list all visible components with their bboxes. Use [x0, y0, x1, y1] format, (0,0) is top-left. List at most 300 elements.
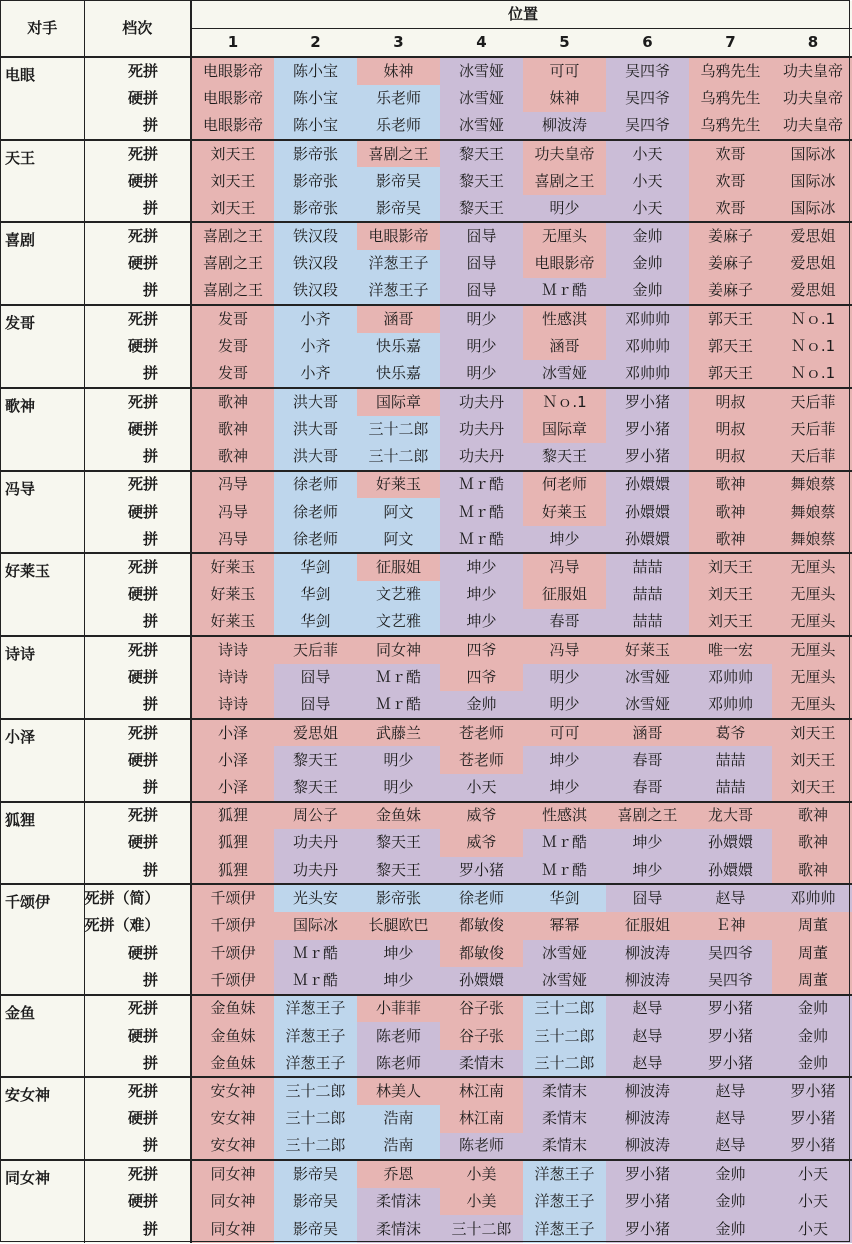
lineup-cell: 陈小宝: [274, 85, 357, 113]
table-row: [1, 85, 852, 113]
lineup-cell: 郭天王: [689, 305, 772, 333]
opponent-label: 同女神: [1, 1160, 84, 1243]
lineup-cell: 同女神: [191, 1188, 274, 1216]
lineup-cell: 冯导: [191, 471, 274, 499]
lineup-cell: 金帅: [606, 222, 689, 250]
lineup-cell: 千颂伊: [191, 940, 274, 968]
lineup-cell: 洋葱王子: [357, 278, 440, 306]
lineup-cell: 喜剧之王: [523, 167, 606, 195]
lineup-cell: 邓帅帅: [689, 691, 772, 719]
lineup-cell: 可可: [523, 57, 606, 85]
lineup-cell: Ｍｒ酷: [357, 691, 440, 719]
lineup-cell: 邓帅帅: [606, 360, 689, 388]
level-label: 拼: [84, 360, 191, 388]
table-row: [1, 443, 852, 471]
lineup-cell: 冯导: [191, 498, 274, 526]
lineup-cell: 洋葱王子: [274, 1022, 357, 1050]
table-row: [1, 526, 852, 554]
lineup-cell: Ｎｏ.1: [772, 333, 852, 361]
lineup-cell: 诗诗: [191, 664, 274, 692]
table-row: [1, 884, 852, 912]
lineup-cell: 柔情末: [440, 1050, 523, 1078]
opponent-label: 千颂伊: [1, 884, 84, 994]
lineup-cell: 影帝张: [357, 884, 440, 912]
header-position-3: 3: [357, 29, 440, 58]
lineup-cell: 金帅: [772, 1050, 852, 1078]
lineup-cell: 喜剧之王: [191, 250, 274, 278]
lineup-cell: 明少: [440, 360, 523, 388]
table-row: [1, 222, 852, 250]
table-row: [1, 829, 852, 857]
lineup-cell: 刘天王: [689, 609, 772, 637]
lineup-cell: 刘天王: [191, 195, 274, 223]
lineup-cell: 乌鸦先生: [689, 112, 772, 140]
lineup-cell: 明少: [440, 305, 523, 333]
lineup-cell: 都敏俊: [440, 940, 523, 968]
lineup-cell: 陈老师: [357, 1022, 440, 1050]
header-position-1: 1: [191, 29, 274, 58]
table-row: [1, 691, 852, 719]
level-label: 硬拼: [84, 167, 191, 195]
lineup-cell: 国际章: [523, 416, 606, 444]
lineup-cell: 洪大哥: [274, 388, 357, 416]
lineup-cell: 周董: [772, 912, 852, 940]
lineup-cell: 三十二郎: [523, 1050, 606, 1078]
lineup-cell: 洋葱王子: [274, 995, 357, 1023]
lineup-cell: 三十二郎: [357, 443, 440, 471]
table-row: [1, 250, 852, 278]
lineup-cell: 赵导: [689, 1133, 772, 1161]
lineup-cell: 罗小猪: [606, 443, 689, 471]
lineup-cell: 黎天王: [440, 167, 523, 195]
lineup-cell: 狐狸: [191, 802, 274, 830]
lineup-cell: 罗小猪: [606, 1160, 689, 1188]
lineup-cell: 柳波涛: [606, 1133, 689, 1161]
lineup-cell: Ｎｏ.1: [523, 388, 606, 416]
opponent-label: 冯导: [1, 471, 84, 554]
level-label: 拼: [84, 1050, 191, 1078]
level-label: 硬拼: [84, 829, 191, 857]
lineup-cell: 吴四爷: [689, 940, 772, 968]
lineup-cell: 三十二郎: [274, 1133, 357, 1161]
table-row: [1, 416, 852, 444]
lineup-cell: 征服姐: [523, 581, 606, 609]
lineup-cell: 金帅: [606, 278, 689, 306]
lineup-cell: 华剑: [274, 609, 357, 637]
lineup-cell: 囧导: [440, 278, 523, 306]
lineup-cell: 明叔: [689, 416, 772, 444]
lineup-cell: 冰雪娅: [440, 57, 523, 85]
opponent-label: 狐狸: [1, 802, 84, 885]
table-row: [1, 967, 852, 995]
lineup-cell: 小美: [440, 1188, 523, 1216]
lineup-cell: 林江南: [440, 1105, 523, 1133]
lineup-cell: 葛爷: [689, 719, 772, 747]
lineup-cell: 坤少: [440, 553, 523, 581]
level-label: 拼: [84, 967, 191, 995]
level-label: 拼: [84, 609, 191, 637]
lineup-cell: 安女神: [191, 1133, 274, 1161]
level-label: 硬拼: [84, 1188, 191, 1216]
lineup-cell: 爱思姐: [772, 278, 852, 306]
lineup-cell: 喜剧之王: [191, 222, 274, 250]
level-label: 硬拼: [84, 1105, 191, 1133]
table-row: [1, 1160, 852, 1188]
lineup-cell: 天后菲: [274, 636, 357, 664]
lineup-cell: 孙嬛嬛: [606, 498, 689, 526]
lineup-cell: 郭天王: [689, 333, 772, 361]
lineup-cell: 吴四爷: [689, 967, 772, 995]
lineup-cell: 罗小猪: [440, 857, 523, 885]
header-position-7: 7: [689, 29, 772, 58]
lineup-cell: 明少: [357, 746, 440, 774]
lineup-cell: 赵导: [689, 884, 772, 912]
lineup-cell: 同女神: [191, 1160, 274, 1188]
lineup-cell: 歌神: [772, 857, 852, 885]
lineup-cell: 黎天王: [440, 195, 523, 223]
lineup-cell: 赵导: [689, 1105, 772, 1133]
level-label: 死拼: [84, 57, 191, 85]
level-label: 硬拼: [84, 940, 191, 968]
lineup-cell: 孙嬛嬛: [689, 829, 772, 857]
lineup-cell: 罗小猪: [689, 1022, 772, 1050]
lineup-cell: 快乐嘉: [357, 360, 440, 388]
opponent-label: 好莱玉: [1, 553, 84, 636]
table-row: [1, 360, 852, 388]
lineup-cell: 囧导: [606, 884, 689, 912]
lineup-cell: 光头安: [274, 884, 357, 912]
lineup-cell: 铁汉段: [274, 278, 357, 306]
lineup-cell: 柳波涛: [606, 1105, 689, 1133]
lineup-cell: 长腿欧巴: [357, 912, 440, 940]
lineup-cell: 小天: [772, 1188, 852, 1216]
lineup-cell: 功夫丹: [440, 388, 523, 416]
lineup-cell: 无厘头: [772, 664, 852, 692]
lineup-cell: 无厘头: [772, 691, 852, 719]
table-row: [1, 609, 852, 637]
lineup-cell: 吴四爷: [606, 112, 689, 140]
table-row: [1, 471, 852, 499]
lineup-cell: 天后菲: [772, 416, 852, 444]
table-row: [1, 388, 852, 416]
lineup-cell: 幂幂: [523, 912, 606, 940]
table-row: [1, 857, 852, 885]
lineup-cell: 金帅: [440, 691, 523, 719]
lineup-cell: 功夫皇帝: [523, 140, 606, 168]
lineup-cell: 刘天王: [689, 581, 772, 609]
lineup-cell: 陈老师: [357, 1050, 440, 1078]
lineup-cell: 坤少: [606, 857, 689, 885]
level-label: 硬拼: [84, 664, 191, 692]
lineup-cell: 小天: [606, 195, 689, 223]
lineup-cell: Ｍｒ酷: [523, 857, 606, 885]
lineup-cell: 好莱玉: [191, 581, 274, 609]
lineup-cell: 孙嬛嬛: [440, 967, 523, 995]
lineup-cell: 武藤兰: [357, 719, 440, 747]
table-row: [1, 719, 852, 747]
lineup-cell: 歌神: [191, 443, 274, 471]
lineup-cell: 功夫皇帝: [772, 85, 852, 113]
lineup-cell: 冰雪娅: [440, 112, 523, 140]
lineup-cell: 罗小猪: [772, 1133, 852, 1161]
level-label: 死拼（难）: [84, 912, 191, 940]
lineup-cell: 柔情末: [523, 1105, 606, 1133]
opponent-label: 金鱼: [1, 995, 84, 1078]
lineup-cell: 性感淇: [523, 802, 606, 830]
lineup-cell: 影帝吴: [274, 1188, 357, 1216]
lineup-cell: 征服姐: [357, 553, 440, 581]
table-row: [1, 581, 852, 609]
header-position-5: 5: [523, 29, 606, 58]
level-label: 死拼: [84, 995, 191, 1023]
lineup-cell: Ｍｒ酷: [523, 278, 606, 306]
lineup-cell: 柔情沫: [357, 1188, 440, 1216]
opponent-label: 电眼: [1, 57, 84, 140]
lineup-cell: 威爷: [440, 802, 523, 830]
lineup-cell: 刘天王: [191, 167, 274, 195]
lineup-cell: 电眼影帝: [357, 222, 440, 250]
lineup-cell: 黎天王: [523, 443, 606, 471]
lineup-cell: 吴四爷: [606, 85, 689, 113]
lineup-cell: 黎天王: [274, 746, 357, 774]
level-label: 拼: [84, 443, 191, 471]
lineup-cell: 功夫丹: [440, 443, 523, 471]
table-row: [1, 940, 852, 968]
lineup-cell: 歌神: [772, 802, 852, 830]
level-label: 拼: [84, 278, 191, 306]
lineup-cell: 坤少: [523, 746, 606, 774]
lineup-cell: 洋葱王子: [274, 1050, 357, 1078]
lineup-cell: 黎天王: [357, 829, 440, 857]
level-label: 死拼: [84, 1077, 191, 1105]
level-label: 拼: [84, 1215, 191, 1243]
level-label: 死拼: [84, 802, 191, 830]
lineup-cell: Ｍｒ酷: [274, 940, 357, 968]
lineup-cell: 赵导: [606, 1022, 689, 1050]
lineup-cell: 坤少: [440, 581, 523, 609]
lineup-cell: 苍老师: [440, 746, 523, 774]
lineup-cell: 妹神: [523, 85, 606, 113]
lineup-cell: 小齐: [274, 305, 357, 333]
lineup-cell: 影帝张: [274, 167, 357, 195]
lineup-cell: 小美: [440, 1160, 523, 1188]
lineup-cell: 功夫丹: [440, 416, 523, 444]
lineup-cell: 影帝张: [274, 195, 357, 223]
table-row: [1, 305, 852, 333]
level-label: 死拼: [84, 719, 191, 747]
header-position-2: 2: [274, 29, 357, 58]
lineup-cell: 天后菲: [772, 443, 852, 471]
opponent-label: 喜剧: [1, 222, 84, 305]
lineup-cell: 欢哥: [689, 140, 772, 168]
lineup-cell: 周董: [772, 940, 852, 968]
lineup-cell: 涵哥: [357, 305, 440, 333]
lineup-cell: 乐老师: [357, 112, 440, 140]
lineup-cell: 柳波涛: [606, 967, 689, 995]
lineup-cell: 谷子张: [440, 1022, 523, 1050]
lineup-cell: 喜剧之王: [191, 278, 274, 306]
lineup-cell: 小齐: [274, 333, 357, 361]
lineup-cell: 浩南: [357, 1133, 440, 1161]
lineup-cell: 三十二郎: [274, 1105, 357, 1133]
header-position: 位置: [191, 1, 852, 29]
lineup-cell: 金鱼妹: [357, 802, 440, 830]
opponent-label: 安女神: [1, 1077, 84, 1160]
lineup-cell: 电眼影帝: [191, 57, 274, 85]
lineup-cell: 姜麻子: [689, 250, 772, 278]
lineup-cell: 林美人: [357, 1077, 440, 1105]
lineup-cell: 囧导: [440, 222, 523, 250]
lineup-cell: 金帅: [606, 250, 689, 278]
lineup-cell: 性感淇: [523, 305, 606, 333]
level-label: 拼: [84, 774, 191, 802]
lineup-cell: Ｍｒ酷: [274, 967, 357, 995]
lineup-cell: 四爷: [440, 664, 523, 692]
lineup-cell: 三十二郎: [357, 416, 440, 444]
lineup-cell: 囧导: [274, 691, 357, 719]
lineup-cell: 明叔: [689, 443, 772, 471]
lineup-cell: 舞娘蔡: [772, 526, 852, 554]
lineup-cell: 国际冰: [772, 167, 852, 195]
lineup-cell: 喜剧之王: [606, 802, 689, 830]
lineup-cell: 洋葱王子: [523, 1215, 606, 1243]
lineup-cell: 阿文: [357, 498, 440, 526]
lineup-cell: 华剑: [274, 581, 357, 609]
lineup-cell: 乔恩: [357, 1160, 440, 1188]
table-row: [1, 774, 852, 802]
lineup-cell: 好莱玉: [523, 498, 606, 526]
lineup-cell: 周公子: [274, 802, 357, 830]
level-label: 死拼: [84, 471, 191, 499]
lineup-cell: 罗小猪: [606, 388, 689, 416]
lineup-cell: 华剑: [274, 553, 357, 581]
level-label: 拼: [84, 195, 191, 223]
lineup-cell: 乌鸦先生: [689, 85, 772, 113]
lineup-cell: 涵哥: [606, 719, 689, 747]
lineup-cell: 快乐嘉: [357, 333, 440, 361]
level-label: 硬拼: [84, 250, 191, 278]
lineup-cell: 邓帅帅: [606, 333, 689, 361]
lineup-cell: 明少: [523, 691, 606, 719]
lineup-cell: 柳波涛: [606, 940, 689, 968]
lineup-cell: 囧导: [274, 664, 357, 692]
lineup-cell: 柔情沫: [357, 1215, 440, 1243]
lineup-cell: 浩南: [357, 1105, 440, 1133]
lineup-cell: 陈小宝: [274, 57, 357, 85]
lineup-cell: Ｍｒ酷: [440, 526, 523, 554]
table-row: [1, 333, 852, 361]
lineup-cell: 文艺雅: [357, 581, 440, 609]
lineup-cell: 坤少: [357, 940, 440, 968]
table-row: [1, 1050, 852, 1078]
table-row: [1, 912, 852, 940]
table-row: [1, 636, 852, 664]
lineup-cell: 功夫丹: [274, 857, 357, 885]
lineup-cell: 舞娘蔡: [772, 498, 852, 526]
opponent-label: 歌神: [1, 388, 84, 471]
lineup-cell: 坤少: [440, 609, 523, 637]
lineup-cell: 赵导: [606, 995, 689, 1023]
lineup-cell: 诗诗: [191, 691, 274, 719]
lineup-cell: 谷子张: [440, 995, 523, 1023]
lineup-cell: 无厘头: [772, 553, 852, 581]
lineup-cell: 邓帅帅: [772, 884, 852, 912]
lineup-cell: 陈小宝: [274, 112, 357, 140]
lineup-cell: 欢哥: [689, 167, 772, 195]
lineup-cell: Ｍｒ酷: [357, 664, 440, 692]
lineup-cell: 邓帅帅: [606, 305, 689, 333]
lineup-cell: 功夫皇帝: [772, 112, 852, 140]
table-row: [1, 1188, 852, 1216]
level-label: 死拼: [84, 553, 191, 581]
lineup-cell: 国际冰: [772, 140, 852, 168]
lineup-cell: Ｅ神: [689, 912, 772, 940]
header-level: 档次: [84, 1, 191, 57]
lineup-cell: 柳波涛: [523, 112, 606, 140]
lineup-cell: 冰雪娅: [523, 940, 606, 968]
lineup-cell: 郭天王: [689, 360, 772, 388]
level-label: 拼: [84, 691, 191, 719]
lineup-cell: 姜麻子: [689, 222, 772, 250]
lineup-cell: 罗小猪: [772, 1077, 852, 1105]
lineup-cell: 天后菲: [772, 388, 852, 416]
lineup-cell: 囧导: [440, 250, 523, 278]
level-label: 死拼: [84, 1160, 191, 1188]
lineup-cell: 刘天王: [772, 774, 852, 802]
lineup-cell: 刘天王: [191, 140, 274, 168]
lineup-cell: 金帅: [689, 1160, 772, 1188]
lineup-cell: 喆喆: [606, 609, 689, 637]
lineup-cell: 孙嬛嬛: [606, 526, 689, 554]
level-label: 硬拼: [84, 498, 191, 526]
lineup-cell: 小泽: [191, 774, 274, 802]
lineup-cell: 都敏俊: [440, 912, 523, 940]
level-label: 硬拼: [84, 85, 191, 113]
table-row: [1, 57, 852, 85]
table-row: [1, 1105, 852, 1133]
lineup-cell: 华剑: [523, 884, 606, 912]
lineup-cell: 同女神: [191, 1215, 274, 1243]
level-label: 硬拼: [84, 581, 191, 609]
lineup-cell: 黎天王: [440, 140, 523, 168]
header-position-4: 4: [440, 29, 523, 58]
level-label: 拼: [84, 112, 191, 140]
lineup-cell: 小天: [606, 167, 689, 195]
lineup-cell: 影帝吴: [274, 1160, 357, 1188]
lineup-cell: 三十二郎: [274, 1077, 357, 1105]
lineup-table: [1, 1, 852, 1243]
lineup-cell: 征服姐: [606, 912, 689, 940]
lineup-cell: 喆喆: [689, 746, 772, 774]
lineup-cell: 黎天王: [357, 857, 440, 885]
lineup-cell: 可可: [523, 719, 606, 747]
lineup-cell: 歌神: [191, 416, 274, 444]
lineup-cell: 小齐: [274, 360, 357, 388]
lineup-cell: 洋葱王子: [523, 1160, 606, 1188]
lineup-cell: 千颂伊: [191, 884, 274, 912]
lineup-cell: 无厘头: [772, 636, 852, 664]
lineup-cell: 歌神: [689, 498, 772, 526]
lineup-cell: 春哥: [606, 746, 689, 774]
lineup-cell: 刘天王: [772, 719, 852, 747]
lineup-cell: 影帝吴: [357, 195, 440, 223]
lineup-cell: 功夫丹: [274, 829, 357, 857]
lineup-cell: 国际章: [357, 388, 440, 416]
level-label: 死拼（简）: [84, 884, 191, 912]
table-row: [1, 746, 852, 774]
lineup-cell: 金鱼妹: [191, 1050, 274, 1078]
table-row: [1, 802, 852, 830]
